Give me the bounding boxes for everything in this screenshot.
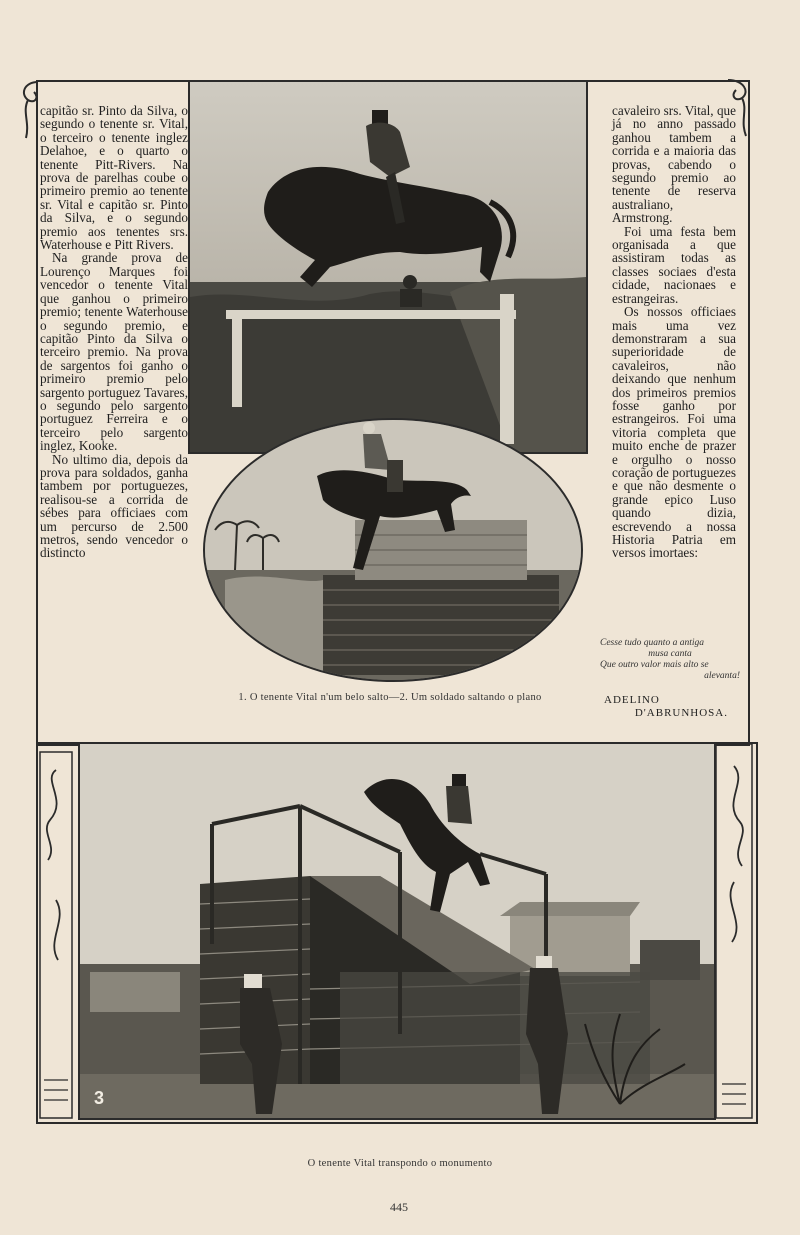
photo-3-number: 3 <box>94 1088 105 1108</box>
photo-1-horse-jump <box>188 80 588 454</box>
poem-line-4: alevanta! <box>704 671 740 681</box>
left-paragraph-1: capitão sr. Pinto da Silva, o segundo o tenente sr. Vital, o terceiro o tenente inglez Delahoe, e o quarto o tenente Pitt-Rivers. Na prova de parelhas coube o primeiro premio ao tenente sr. Vital e capitão sr. Pinto da Silva, e o segundo premio aos tenentes srs. Waterhouse e Pitt Rivers. <box>40 103 188 253</box>
photo-3-monument-jump <box>78 742 716 1120</box>
poem-line-3: Que outro valor mais alto se <box>600 660 709 670</box>
poem-quote <box>600 638 740 682</box>
right-column <box>612 104 736 560</box>
left-paragraph-2: Na grande prova de Lourenço Marques foi vencedor o tenente Vital que ganhou o primeiro premio; tenente Waterhouse o segundo premio, e capitão Pinto da Silva o terceiro premio. Na prova de sargentos foi ganho o primeiro premio pelo sargento portuguez Tavares, o segundo pelo sargento portuguez Ferreira e o terceiro pelo sargento inglez, Kooke. <box>40 250 188 454</box>
poem-line-1: Cesse tudo quanto a antiga <box>600 638 704 648</box>
signature-line-2: D'ABRUNHOSA. <box>634 707 728 719</box>
left-column <box>40 104 188 560</box>
right-paragraph-3: Os nossos officiaes mais uma vez demonstraram a sua superioridade de cavaleiros, não deixando que nenhum dos primeiros premios fosse ganho por estrangeiros. Foi uma vitoria completa que muito enche de prazer e orgulho o nosso coração de portuguezes e que não desmente o grande epico Luso quando dizia, escrevendo a nossa Historia Patria em versos imortaes: <box>612 304 736 561</box>
page-number: 445 <box>390 1200 408 1214</box>
author-signature <box>604 694 728 720</box>
caption-photos-1-2: 1. O tenente Vital n'um belo salto—2. Um soldado saltando o plano <box>238 692 542 703</box>
right-paragraph-1: cavaleiro srs. Vital, que já no anno passado ganhou tambem a corrida e a maioria das provas, cabendo o segundo premio ao tenente de reserva australiano, Armstrong. <box>612 103 736 226</box>
poem-line-2: musa canta <box>648 649 692 659</box>
signature-line-1: ADELINO <box>604 694 660 706</box>
right-paragraph-2: Foi uma festa bem organisada a que assistiram todas as classes sociaes d'esta cidade, nacionaes e estrangeiras. <box>612 223 736 306</box>
photo-2-soldier-jump <box>203 418 583 682</box>
left-paragraph-3: No ultimo dia, depois da prova para soldados, ganha tambem por portuguezes, realisou-se a corrida de sébes para officiaes com um percurso de 2.500 metros, sendo vencedor o distincto <box>40 451 188 561</box>
ornament-left-panel <box>38 750 74 1120</box>
ornament-right-panel <box>714 742 754 1120</box>
caption-photo-3: O tenente Vital transpondo o monumento <box>307 1158 493 1169</box>
